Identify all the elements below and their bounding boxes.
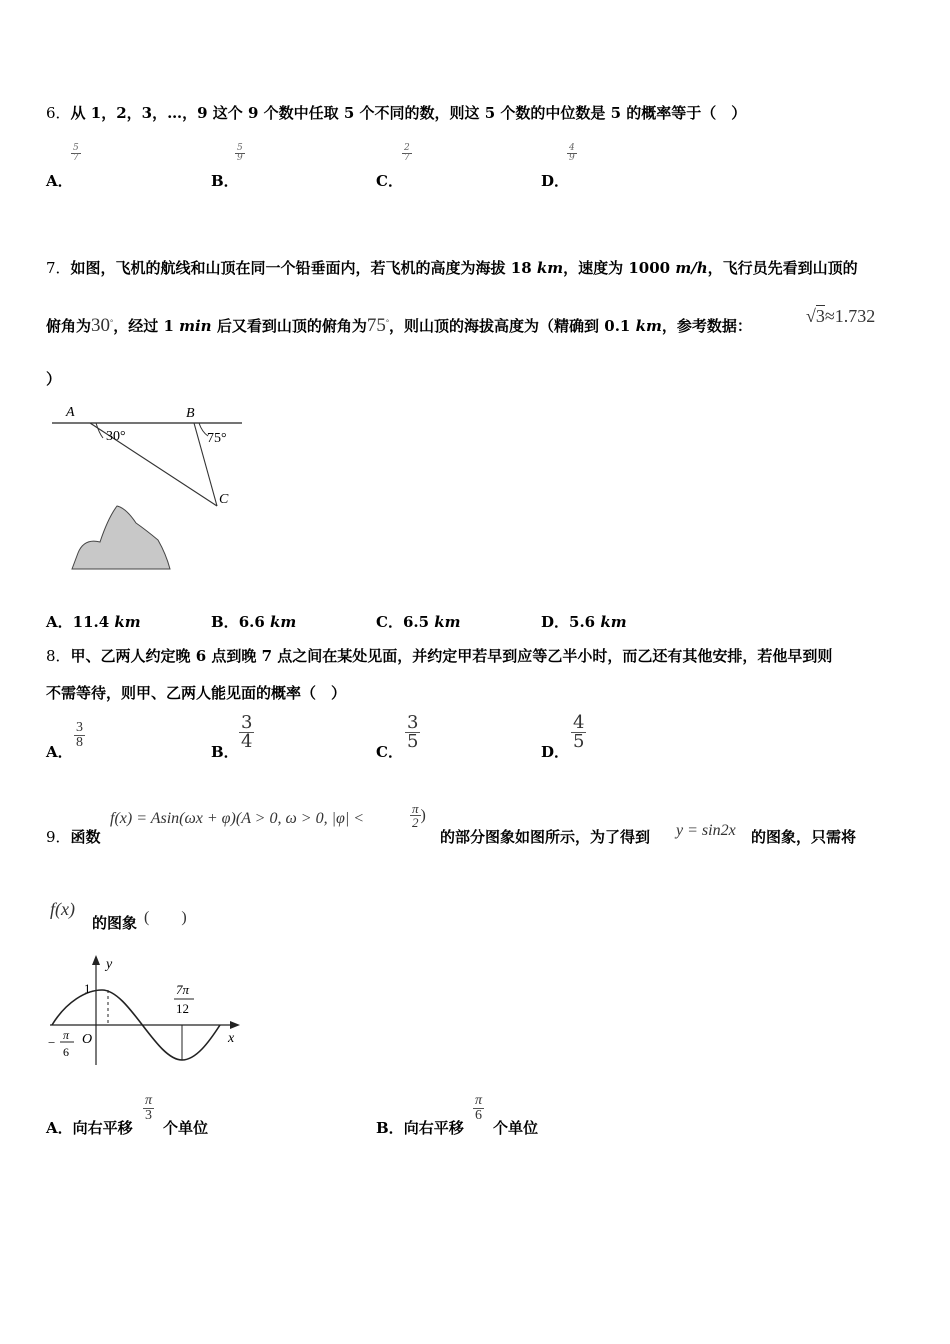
option-text: 向右平移 bbox=[403, 1119, 464, 1137]
q9-target-function: y = sin2x bbox=[676, 822, 736, 839]
unit: km bbox=[536, 259, 564, 277]
q7-option-b bbox=[211, 611, 296, 632]
denominator: 5 bbox=[407, 731, 419, 752]
unit: km bbox=[635, 317, 662, 335]
q6-stem bbox=[46, 102, 746, 123]
q9-option-b-suffix bbox=[493, 1117, 538, 1138]
numerator: 4 bbox=[569, 143, 575, 153]
option-label: C． bbox=[376, 613, 403, 631]
q9-text: 的部分图象如图所示，为了得到 bbox=[440, 828, 651, 846]
q7-option-c bbox=[376, 611, 461, 632]
denominator: 7 bbox=[404, 153, 410, 163]
option-value: 6.6 bbox=[238, 613, 271, 631]
q7-text: ，速度为 1000 bbox=[563, 259, 676, 277]
numerator: 5 bbox=[73, 143, 79, 153]
option-label: A． bbox=[46, 1119, 73, 1137]
unit: km bbox=[434, 613, 461, 631]
option-label: B． bbox=[376, 1119, 404, 1137]
q9-option-a-suffix bbox=[163, 1117, 208, 1138]
option-label: A． bbox=[46, 613, 73, 631]
left-denominator: 6 bbox=[63, 1045, 69, 1059]
q9-text-after bbox=[440, 826, 650, 847]
q8-option-c bbox=[376, 741, 403, 762]
denominator: 6 bbox=[475, 1108, 482, 1123]
option-label: D． bbox=[541, 613, 570, 631]
q9-option-a bbox=[46, 1117, 133, 1138]
angle-a-label: 30° bbox=[106, 429, 126, 444]
q9-line2-paren: ( ) bbox=[144, 909, 187, 926]
option-text: 个单位 bbox=[493, 1119, 539, 1137]
option-label: B． bbox=[211, 172, 239, 190]
left-sign: − bbox=[48, 1035, 56, 1050]
q7-text: ） bbox=[46, 370, 62, 388]
denominator: 7 bbox=[73, 153, 79, 163]
option-label: A． bbox=[46, 172, 73, 190]
q7-text: ，则山顶的海拔高度为（精确到 0.1 bbox=[389, 317, 636, 335]
q7-line-1 bbox=[46, 257, 858, 278]
q7-text: ，经过 1 bbox=[113, 317, 180, 335]
angle-b-label: 75° bbox=[207, 431, 227, 446]
numerator: 4 bbox=[573, 712, 585, 733]
q8-option-b-fraction bbox=[239, 714, 254, 751]
q9-text-end bbox=[751, 826, 856, 847]
peak-numerator: 7π bbox=[176, 982, 190, 997]
denominator: 4 bbox=[241, 731, 253, 752]
q6-option-d bbox=[541, 170, 569, 191]
point-b-label: B bbox=[186, 406, 195, 421]
numerator: π bbox=[145, 1093, 153, 1108]
option-label: C． bbox=[376, 743, 403, 761]
q7-text: 后又看到山顶的俯角为 bbox=[211, 317, 367, 335]
denominator: 9 bbox=[569, 153, 575, 163]
y-axis-arrow-icon bbox=[92, 955, 100, 965]
q7-option-a bbox=[46, 611, 141, 632]
q9-option-a-fraction bbox=[143, 1094, 154, 1123]
q9-line2-text bbox=[92, 912, 137, 933]
numerator: 3 bbox=[76, 720, 83, 735]
point-a-label: A bbox=[66, 405, 75, 420]
option-value: 5.6 bbox=[569, 613, 601, 631]
q6-text: 从 1，2，3，…，9 这个 9 个数中任取 5 个不同的数，则这 5 个数的中位数是 5 的概率等于（ ） bbox=[70, 104, 747, 122]
option-label: B． bbox=[211, 613, 239, 631]
option-label: C． bbox=[376, 172, 403, 190]
q9-formula: f(x) = Asin(ωx + φ)(A > 0, ω > 0, |φ| < bbox=[110, 810, 365, 827]
y-one-label: 1 bbox=[84, 981, 91, 996]
unit: km bbox=[114, 613, 141, 631]
numerator: π bbox=[412, 801, 419, 816]
q8-option-d-fraction bbox=[571, 714, 586, 751]
point-c-label: C bbox=[219, 492, 229, 507]
q6-number: 6． bbox=[46, 104, 71, 122]
unit: m/h bbox=[675, 259, 708, 277]
q6-option-b bbox=[211, 170, 239, 191]
q8-option-a-fraction bbox=[74, 721, 85, 750]
q9-phi-bound bbox=[410, 802, 426, 829]
denominator: 9 bbox=[237, 153, 243, 163]
sqrt-icon: √ bbox=[806, 306, 816, 326]
q9-text: 函数 bbox=[70, 828, 101, 846]
denominator: 8 bbox=[76, 735, 83, 750]
x-axis-label: x bbox=[228, 1031, 235, 1046]
option-value: 6.5 bbox=[402, 613, 435, 631]
option-label: D． bbox=[541, 172, 570, 190]
q8-option-c-fraction bbox=[405, 714, 420, 751]
option-text: 个单位 bbox=[163, 1119, 209, 1137]
q6-option-b-fraction bbox=[235, 143, 245, 163]
q9-option-b bbox=[376, 1117, 464, 1138]
option-label: B． bbox=[211, 743, 239, 761]
q8-text: 甲、乙两人约定晚 6 点到晚 7 点之间在某处见面，并约定甲若早到应等乙半小时，而乙还有其他安排，若他早到则 bbox=[70, 647, 833, 665]
numerator: π bbox=[475, 1093, 483, 1108]
q7-reference-value bbox=[806, 306, 875, 327]
mountain-icon bbox=[72, 506, 170, 569]
q7-option-d bbox=[541, 611, 627, 632]
q6-option-a-fraction bbox=[71, 143, 81, 163]
q9-graph bbox=[44, 950, 244, 1070]
q9-number: 9． bbox=[46, 828, 71, 846]
sqrt-argument: 3 bbox=[815, 306, 825, 326]
q8-line-1 bbox=[46, 645, 832, 666]
origin-label: O bbox=[82, 1032, 93, 1047]
unit: min bbox=[179, 317, 212, 335]
option-text: 向右平移 bbox=[72, 1119, 133, 1137]
q8-number: 8． bbox=[46, 647, 71, 665]
q8-option-b bbox=[211, 741, 239, 762]
x-axis-arrow-icon bbox=[230, 1021, 240, 1029]
denominator: 2 bbox=[412, 815, 419, 830]
q9-text: 的图象，只需将 bbox=[751, 828, 857, 846]
q9-line2-function: f(x) bbox=[50, 899, 75, 919]
q9-option-b-fraction bbox=[473, 1094, 484, 1123]
y-axis-label: y bbox=[106, 957, 113, 972]
denominator: 3 bbox=[145, 1108, 152, 1123]
angle-30: 30 bbox=[91, 315, 111, 336]
q6-option-c bbox=[376, 170, 403, 191]
q6-option-a bbox=[46, 170, 73, 191]
numerator: 5 bbox=[237, 143, 243, 153]
option-label: A． bbox=[46, 743, 73, 761]
q9-text: 的图象 bbox=[92, 914, 138, 932]
option-value: 11.4 bbox=[72, 613, 115, 631]
q7-line-3 bbox=[46, 368, 61, 389]
q9-prefix bbox=[46, 826, 101, 847]
q6-option-d-fraction bbox=[567, 143, 577, 163]
left-numerator: π bbox=[63, 1028, 70, 1042]
option-label: D． bbox=[541, 743, 570, 761]
q7-text: ，飞行员先看到山顶的 bbox=[707, 259, 858, 277]
approx-value: ≈1.732 bbox=[824, 306, 876, 326]
q7-figure bbox=[50, 398, 250, 576]
unit: km bbox=[600, 613, 627, 631]
angle-75: 75 bbox=[366, 315, 386, 336]
q7-text: 俯角为 bbox=[46, 317, 92, 335]
q7-line-2: 俯角为30°，经过 1 min 后又看到山顶的俯角为75°，则山顶的海拔高度为（精确到 0.1 km，参考数据： bbox=[46, 315, 752, 336]
q7-text: ，参考数据： bbox=[661, 317, 752, 335]
unit: km bbox=[270, 613, 297, 631]
peak-denominator: 12 bbox=[176, 1001, 189, 1016]
close-paren: ) bbox=[420, 807, 426, 824]
numerator: 3 bbox=[241, 712, 253, 733]
numerator: 2 bbox=[404, 143, 410, 153]
q8-option-a bbox=[46, 741, 73, 762]
numerator: 3 bbox=[407, 712, 419, 733]
q6-option-c-fraction bbox=[402, 143, 412, 163]
q8-text: 不需等待，则甲、乙两人能见面的概率（ ） bbox=[46, 684, 347, 702]
q7-number: 7． bbox=[46, 259, 71, 277]
q7-text: 如图，飞机的航线和山顶在同一个铅垂面内，若飞机的高度为海拔 18 bbox=[70, 259, 537, 277]
denominator: 5 bbox=[573, 731, 585, 752]
q8-option-d bbox=[541, 741, 569, 762]
q8-line-2 bbox=[46, 682, 346, 703]
